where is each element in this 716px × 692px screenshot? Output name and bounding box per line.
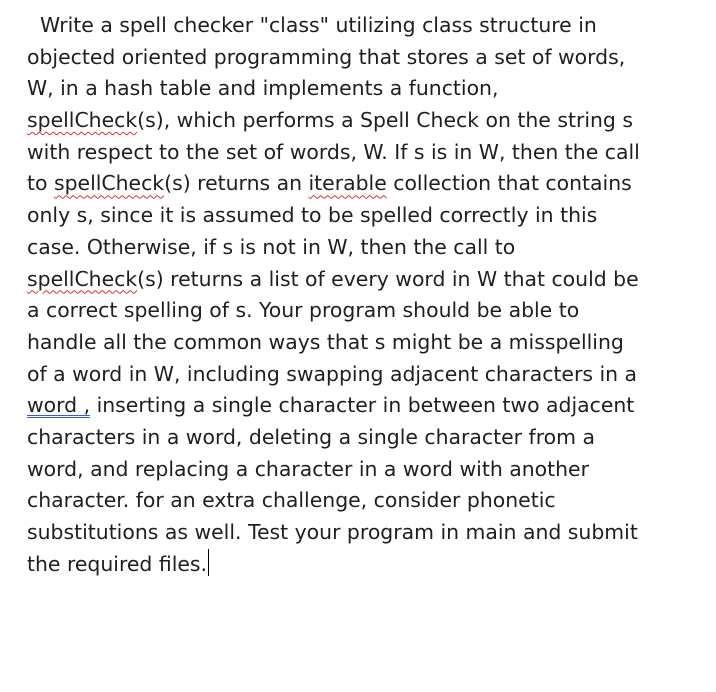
spelling-error-iterable[interactable]: iterable (308, 171, 387, 196)
text-line-1: Write a spell checker "class" utilizing class structure in (40, 13, 597, 37)
spelling-error-spellcheck[interactable]: spellCheck (53, 171, 165, 196)
text-line-4: spellCheck(s), which performs a Spell Check on the string s (27, 108, 633, 133)
text-line-13: word , inserting a single character in between two adjacent (27, 393, 635, 418)
text-line-8: case. Otherwise, if s is not in W, then the call to (27, 234, 516, 259)
spelling-error-spellcheck[interactable]: spellCheck (27, 266, 138, 291)
text-line-18: the required files. (27, 549, 677, 581)
text-line-2: objected oriented programming that stores a set of words, (27, 44, 626, 69)
text-line-7: only s, since it is assumed to be spelled correctly in this (27, 203, 598, 228)
text-line-5: with respect to the set of words, W. If s is in W, then the call (27, 139, 640, 164)
spelling-error-spellcheck[interactable]: spellCheck (27, 108, 138, 133)
text-cursor (208, 549, 209, 576)
text-line-6: to spellCheck(s) returns an iterable collection that contains (27, 171, 632, 196)
text-line-14: characters in a word, deleting a single character from a (27, 424, 595, 449)
text-line-16: character. for an extra challenge, consider phonetic (27, 488, 556, 513)
text-line-17: substitutions as well. Test your program in main and submit (27, 520, 638, 544)
text-line-12: of a word in W, including swapping adjacent characters in a (27, 361, 638, 386)
text-line-11: handle all the common ways that s might be a misspelling (27, 329, 624, 354)
text-line-15: word, and replacing a character in a word with another (27, 456, 589, 481)
text-line-3: W, in a hash table and implements a function, (27, 76, 499, 101)
document-body-text[interactable] (27, 10, 677, 580)
text-line-9: spellCheck(s) returns a list of every word in W that could be (27, 266, 639, 291)
text-line-10: a correct spelling of s. Your program should be able to (27, 298, 580, 323)
grammar-error-word-comma[interactable]: word , (27, 393, 91, 418)
